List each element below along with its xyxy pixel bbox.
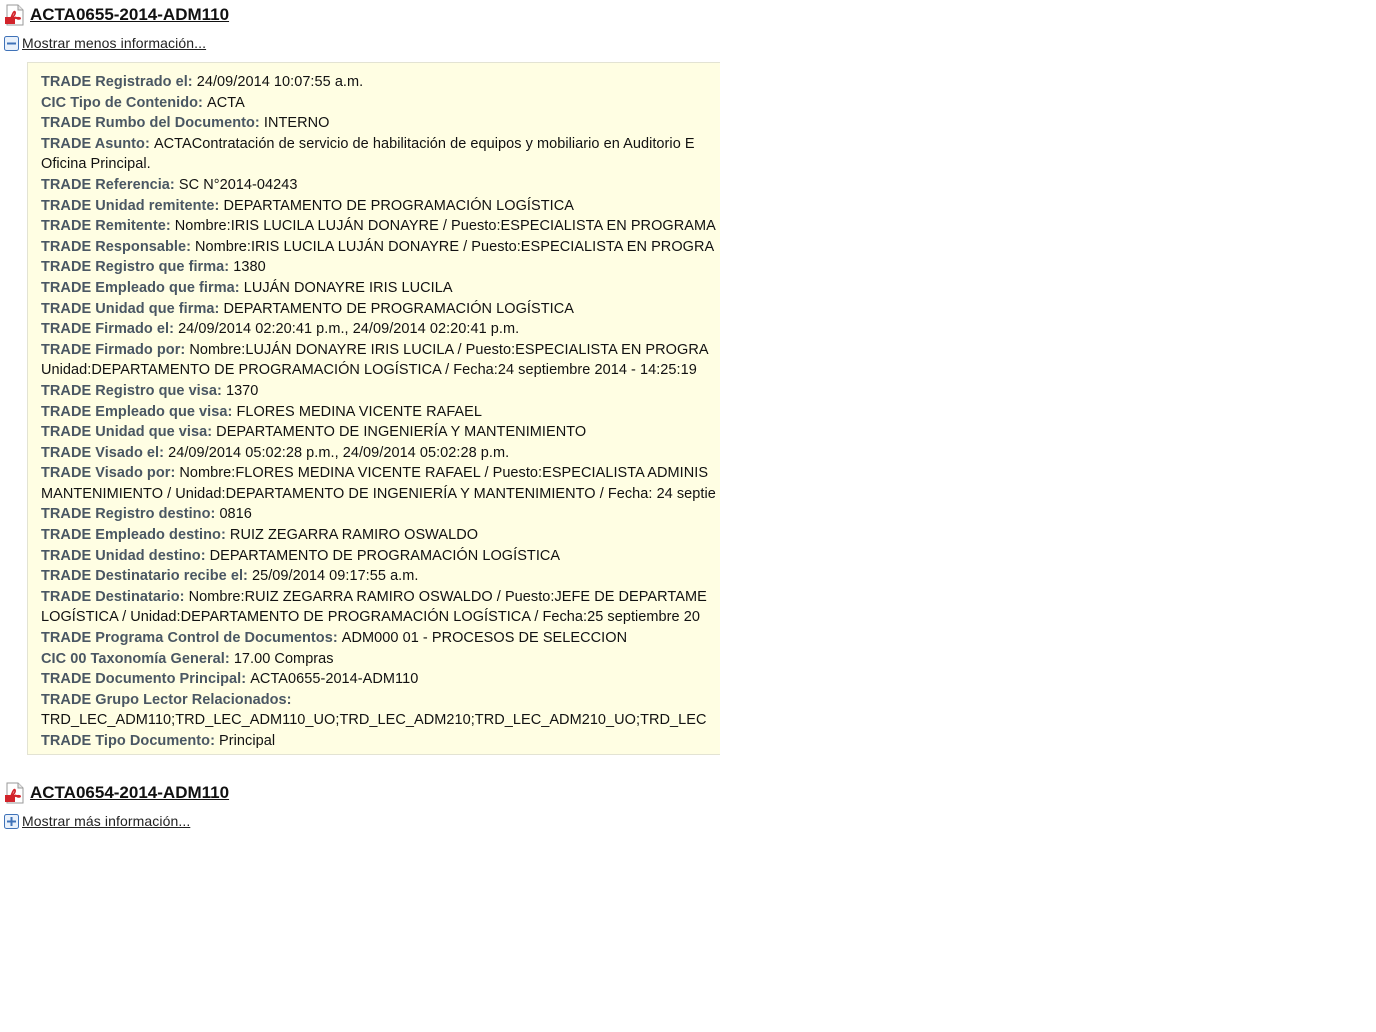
metadata-field-line (41, 690, 720, 711)
metadata-field-line (41, 319, 720, 340)
metadata-field-value: 25/09/2014 09:17:55 a.m. (252, 568, 419, 585)
metadata-field-label: TRADE Documento Principal: (41, 671, 251, 688)
metadata-field-label: TRADE Registrado el: (41, 74, 197, 90)
document-info-fields (41, 72, 720, 752)
metadata-field-line (41, 566, 720, 587)
metadata-field-label: TRADE Referencia: (41, 176, 179, 193)
metadata-field-line (41, 278, 720, 299)
metadata-field-value: ACTA0655-2014-ADM110 (250, 671, 419, 688)
metadata-field-line (41, 710, 720, 731)
metadata-field-line (41, 484, 720, 505)
metadata-field-label: TRADE Grupo Lector Relacionados: (41, 691, 292, 708)
document-title-link[interactable]: ACTA0654-2014-ADM110 (30, 783, 230, 802)
metadata-field-label: TRADE Asunto: (41, 135, 154, 152)
metadata-field-line (41, 257, 720, 278)
metadata-field-line (41, 216, 720, 237)
metadata-field-value: MANTENIMIENTO / Unidad:DEPARTAMENTO DE INGENIERÍA Y MANTENIMIENTO / Fecha: 24 septie (41, 485, 716, 502)
metadata-field-line (41, 175, 720, 196)
metadata-field-value: Nombre:RUIZ ZEGARRA RAMIRO OSWALDO / Puesto:JEFE DE DEPARTAME (188, 588, 707, 605)
metadata-field-value: DEPARTAMENTO DE PROGRAMACIÓN LOGÍSTICA (209, 547, 561, 564)
metadata-field-line (41, 113, 720, 134)
metadata-field-label: TRADE Destinatario: (41, 588, 189, 605)
metadata-field-value: DEPARTAMENTO DE PROGRAMACIÓN LOGÍSTICA (223, 300, 574, 317)
metadata-field-value: Oficina Principal. (41, 156, 151, 173)
metadata-field-value: 1370 (225, 382, 259, 399)
metadata-field-value: 1380 (233, 259, 266, 276)
document-entry (0, 780, 229, 831)
metadata-field-line (41, 72, 720, 93)
metadata-field-label: CIC 00 Taxonomía General: (41, 650, 234, 667)
metadata-field-label: TRADE Registro que firma: (41, 259, 234, 276)
metadata-field-label: TRADE Firmado por: (41, 341, 190, 358)
metadata-field-label: TRADE Rumbo del Documento: (41, 115, 264, 132)
metadata-field-value: ACTAContratación de servicio de habilitación de equipos y mobiliario en Auditorio E (153, 135, 695, 152)
document-title-link[interactable]: ACTA0655-2014-ADM110 (30, 5, 230, 24)
metadata-field-line (41, 422, 720, 443)
metadata-field-line (41, 443, 720, 464)
metadata-field-label: TRADE Responsable: (41, 238, 196, 255)
metadata-field-value: Nombre:LUJÁN DONAYRE IRIS LUCILA / Puesto:ESPECIALISTA EN PROGRA (189, 341, 709, 358)
metadata-field-label: TRADE Registro destino: (41, 506, 220, 523)
metadata-field-line (41, 381, 720, 402)
metadata-field-value: DEPARTAMENTO DE PROGRAMACIÓN LOGÍSTICA (223, 197, 574, 214)
document-title-row (0, 780, 229, 806)
plus-box-icon[interactable] (4, 814, 19, 829)
metadata-field-label: TRADE Unidad destino: (41, 547, 210, 564)
metadata-field-value: 24/09/2014 10:07:55 a.m. (196, 74, 364, 90)
metadata-field-line (41, 669, 720, 690)
metadata-field-value: RUIZ ZEGARRA RAMIRO OSWALDO (229, 527, 479, 544)
metadata-field-line (41, 402, 720, 423)
metadata-field-line (41, 525, 720, 546)
metadata-field-label: TRADE Firmado el: (41, 321, 179, 338)
metadata-field-label: TRADE Unidad remitente: (41, 197, 224, 214)
document-info-panel (27, 62, 720, 755)
metadata-field-line (41, 360, 720, 381)
metadata-field-label: TRADE Tipo Documento: (41, 733, 220, 749)
metadata-field-value: ADM000 01 - PROCESOS DE SELECCION (341, 630, 628, 647)
info-toggle-row (0, 811, 229, 831)
metadata-field-line (41, 154, 720, 175)
metadata-field-line (41, 731, 720, 752)
metadata-field-value: 24/09/2014 05:02:28 p.m., 24/09/2014 05:02:28 p.m. (168, 444, 510, 461)
metadata-field-value: Principal (219, 733, 276, 749)
metadata-field-label: TRADE Programa Control de Documentos: (41, 630, 342, 647)
metadata-field-value: Nombre:IRIS LUCILA LUJÁN DONAYRE / Puesto:ESPECIALISTA EN PROGRA (195, 238, 715, 255)
metadata-field-line (41, 607, 720, 628)
metadata-field-label: TRADE Destinatario recibe el: (41, 568, 252, 585)
metadata-field-value: ACTA (207, 94, 245, 111)
metadata-field-line (41, 546, 720, 567)
metadata-field-value: LOGÍSTICA / Unidad:DEPARTAMENTO DE PROGRAMACIÓN LOGÍSTICA / Fecha:25 septiembre 20 (41, 609, 700, 626)
metadata-field-label: TRADE Unidad que visa: (41, 424, 217, 441)
metadata-field-label: TRADE Registro que visa: (41, 382, 226, 399)
metadata-field-line (41, 237, 720, 258)
metadata-field-label: TRADE Visado por: (41, 465, 180, 482)
metadata-field-line (41, 299, 720, 320)
metadata-field-value: LUJÁN DONAYRE IRIS LUCILA (243, 279, 453, 296)
metadata-field-line (41, 196, 720, 217)
metadata-field-label: TRADE Empleado destino: (41, 527, 230, 544)
metadata-field-label: TRADE Empleado que visa: (41, 403, 237, 420)
metadata-field-label: CIC Tipo de Contenido: (41, 94, 208, 111)
info-toggle-row (0, 33, 229, 53)
metadata-field-label: TRADE Remitente: (41, 218, 175, 235)
metadata-field-line (41, 134, 720, 155)
metadata-field-line (41, 340, 720, 361)
pdf-file-icon[interactable] (4, 782, 26, 804)
pdf-file-icon[interactable] (4, 4, 26, 26)
metadata-field-value: DEPARTAMENTO DE INGENIERÍA Y MANTENIMIENTO (216, 424, 587, 441)
metadata-field-line (41, 463, 720, 484)
document-title-row (0, 2, 229, 28)
minus-box-icon[interactable] (4, 36, 19, 51)
document-entry (0, 2, 229, 53)
metadata-field-value: Nombre:FLORES MEDINA VICENTE RAFAEL / Puesto:ESPECIALISTA ADMINIS (179, 465, 709, 482)
metadata-field-label: TRADE Empleado que firma: (41, 279, 244, 296)
metadata-field-line (41, 628, 720, 649)
metadata-field-value: 17.00 Compras (233, 650, 334, 667)
metadata-field-value: TRD_LEC_ADM110;TRD_LEC_ADM110_UO;TRD_LEC_ADM210;TRD_LEC_ADM210_UO;TRD_LEC (41, 712, 707, 729)
metadata-field-line (41, 504, 720, 525)
show-more-info-link[interactable]: Mostrar más información... (22, 813, 191, 829)
metadata-field-value: FLORES MEDINA VICENTE RAFAEL (236, 403, 482, 420)
metadata-field-label: TRADE Visado el: (41, 444, 169, 461)
metadata-field-label: TRADE Unidad que firma: (41, 300, 224, 317)
metadata-field-value: 24/09/2014 02:20:41 p.m., 24/09/2014 02:20:41 p.m. (178, 321, 520, 338)
metadata-field-line (41, 649, 720, 670)
show-less-info-link[interactable]: Mostrar menos información... (22, 35, 207, 51)
metadata-field-value: INTERNO (263, 115, 330, 132)
metadata-field-line (41, 93, 720, 114)
metadata-field-value: Nombre:IRIS LUCILA LUJÁN DONAYRE / Puesto:ESPECIALISTA EN PROGRAMA (174, 218, 716, 235)
metadata-field-value: SC N°2014-04243 (178, 176, 298, 193)
metadata-field-line (41, 587, 720, 608)
metadata-field-value: Unidad:DEPARTAMENTO DE PROGRAMACIÓN LOGÍSTICA / Fecha:24 septiembre 2014 - 14:25:19 (41, 362, 697, 379)
metadata-field-value: 0816 (219, 506, 252, 523)
